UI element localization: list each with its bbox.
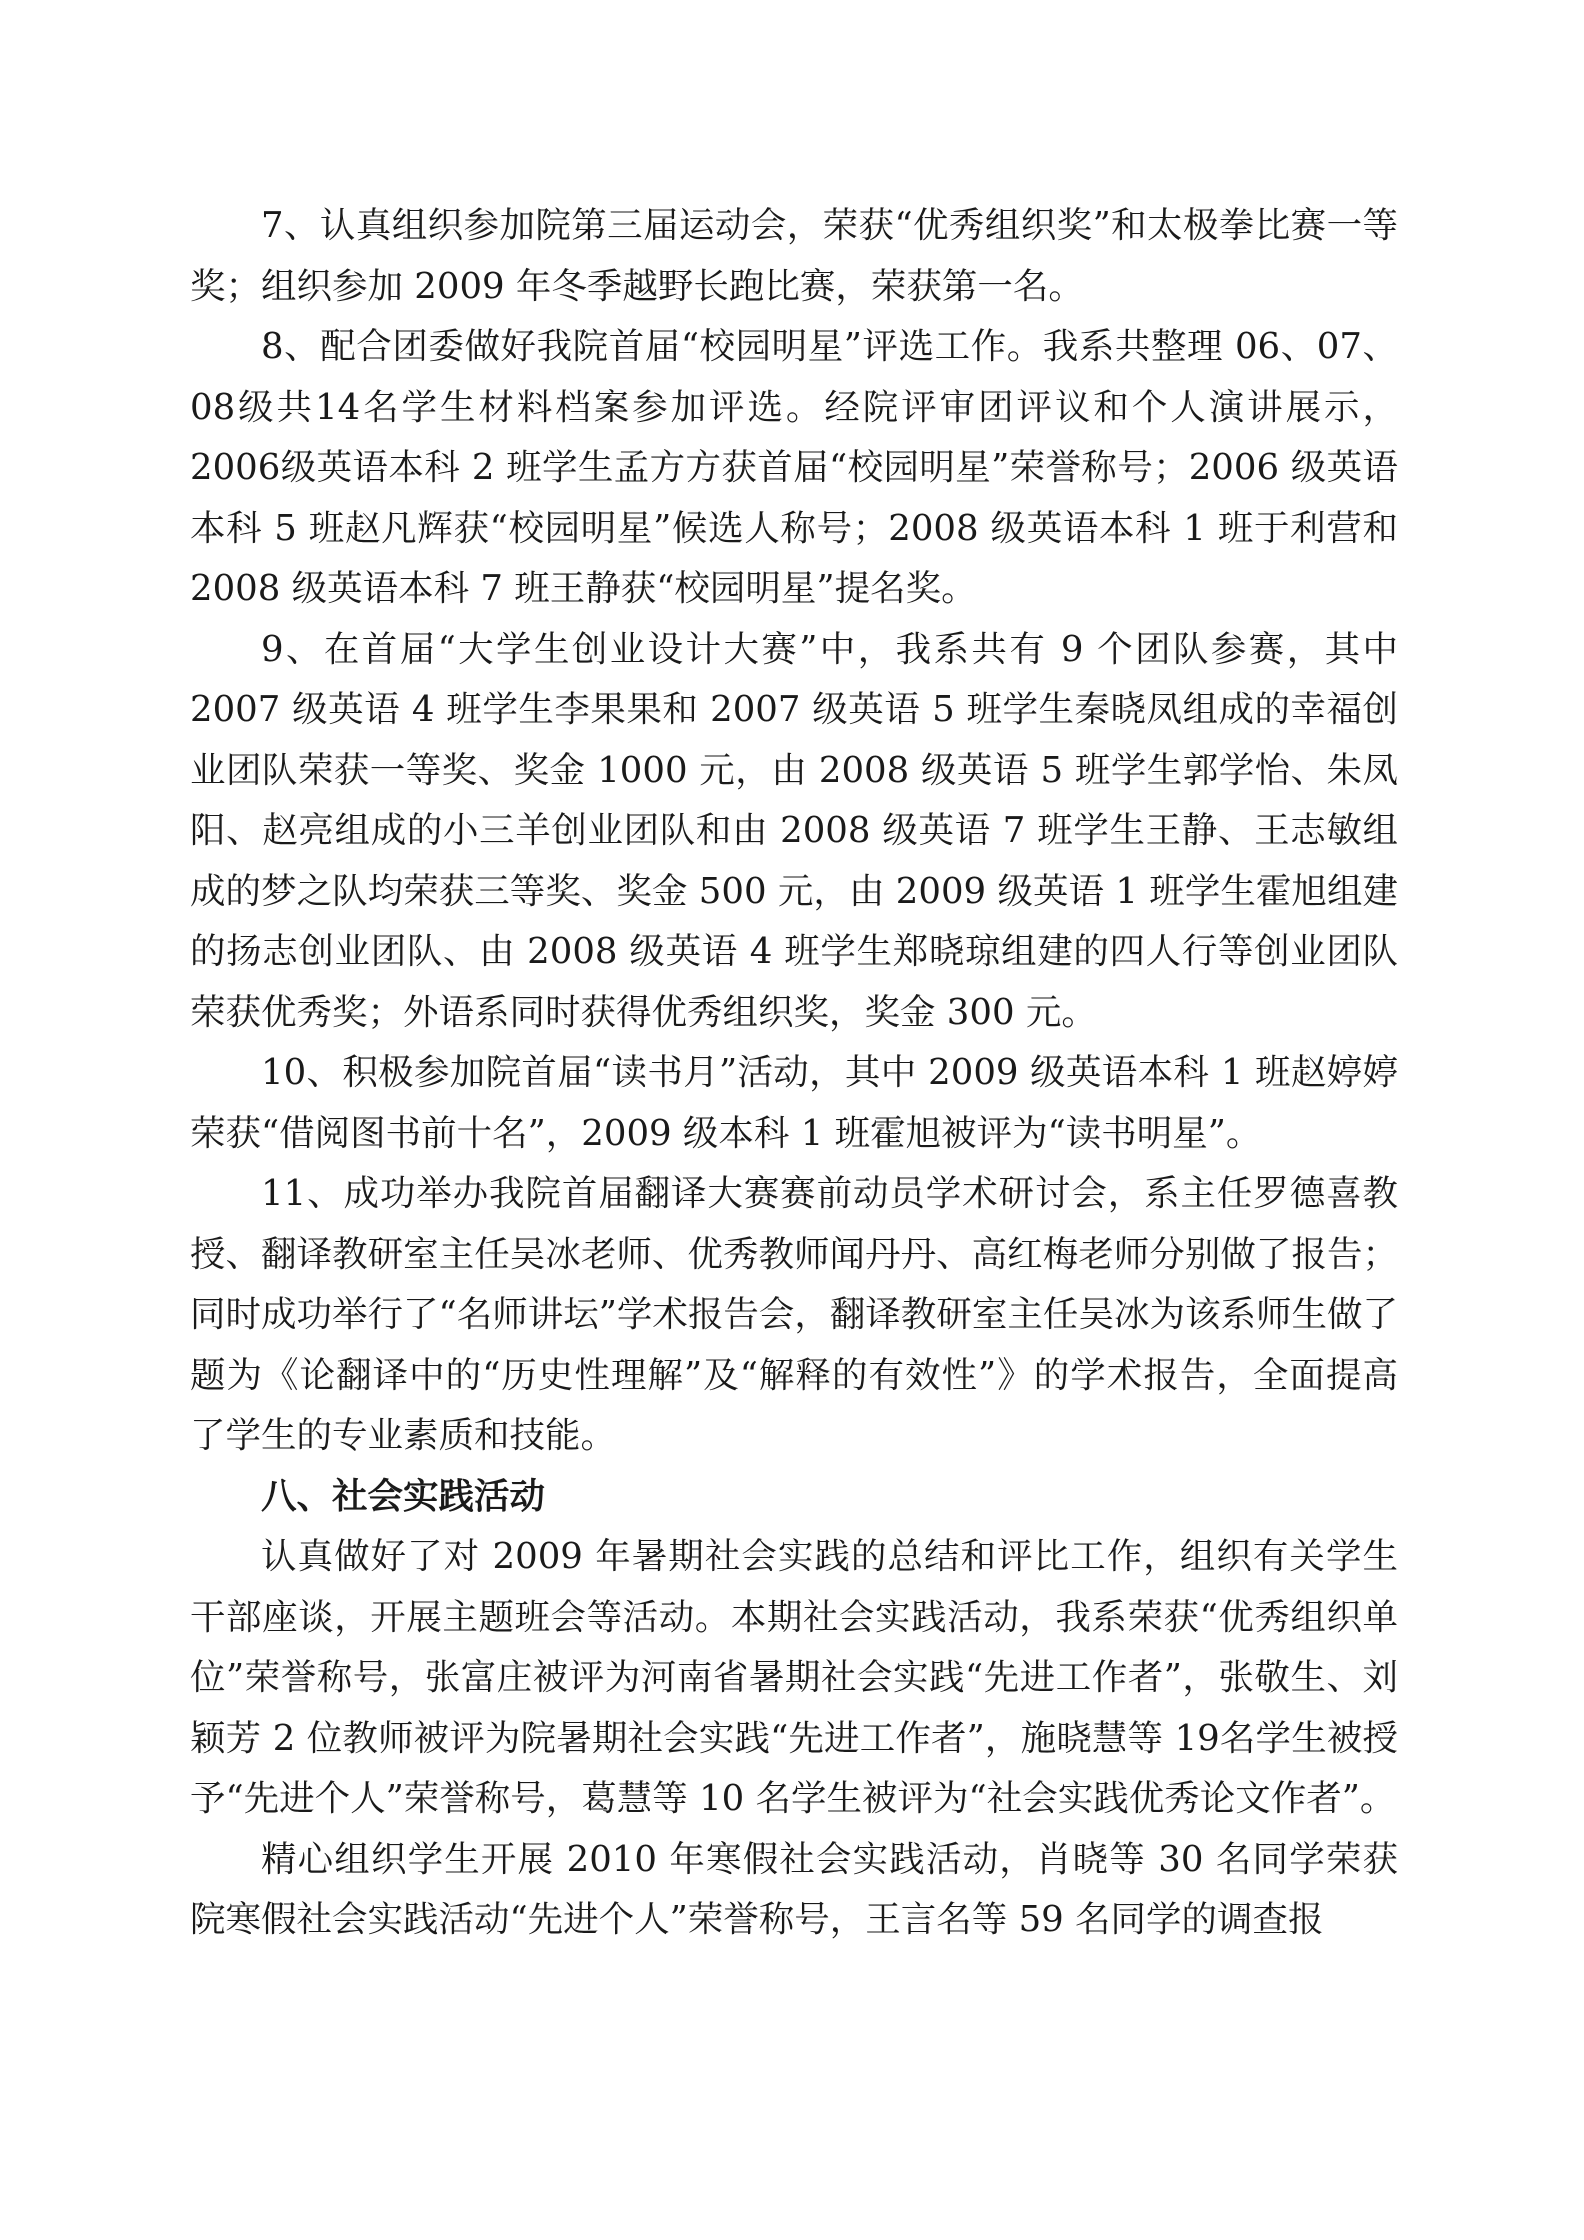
paragraph-item-11: 11、成功举办我院首届翻译大赛赛前动员学术研讨会，系主任罗德喜教授、翻译教研室主任吴冰老师、优秀教师闻丹丹、高红梅老师分别做了报告；同时成功举行了“名师讲坛”学术报告会，翻译教研室主任吴冰为该系师生做了题为《论翻译中的“历史性理解”及“解释的有效性”》的学术报告，全面提高了学生的专业素质和技能。 bbox=[190, 1173, 1398, 1456]
section-heading: 八、社会实践活动 bbox=[261, 1475, 546, 1517]
document-body bbox=[190, 196, 1398, 1951]
section-paragraph-winter: 精心组织学生开展 2010 年寒假社会实践活动，肖晓等 30 名同学荣获院寒假社会实践活动“先进个人”荣誉称号，王言名等 59 名同学的调查报 bbox=[190, 1838, 1398, 1940]
paragraph-item-8: 8、配合团委做好我院首届“校园明星”评选工作。我系共整理 06、07、08级共14名学生材料档案参加评选。经院评审团评议和个人演讲展示，2006级英语本科 2 班学生孟方方获首届“校园明星”荣誉称号；2006 级英语本科 5 班赵凡辉获“校园明星”候选人称号；2008 级英语本科 1 班于利营和2008 级英语本科 7 班王静获“校园明星”提名奖。 bbox=[190, 326, 1398, 609]
paragraph-item-9: 9、在首届“大学生创业设计大赛”中，我系共有 9 个团队参赛，其中2007 级英语 4 班学生李果果和 2007 级英语 5 班学生秦晓凤组成的幸福创业团队荣获一等奖、奖金 1000 元，由 2008 级英语 5 班学生郭学怡、朱凤阳、赵亮组成的小三羊创业团队和由 2008 级英语 7 班学生王静、王志敏组成的梦之队均荣获三等奖、奖金 500 元，由 2009 级英语 1 班学生霍旭组建的扬志创业团队、由 2008 级英语 4 班学生郑晓琼组建的四人行等创业团队荣获优秀奖；外语系同时获得优秀组织奖，奖金 300 元。 bbox=[190, 628, 1398, 1033]
paragraph-item-10: 10、积极参加院首届“读书月”活动，其中 2009 级英语本科 1 班赵婷婷荣获“借阅图书前十名”，2009 级本科 1 班霍旭被评为“读书明星”。 bbox=[190, 1052, 1398, 1154]
section-paragraph-summer: 认真做好了对 2009 年暑期社会实践的总结和评比工作，组织有关学生干部座谈，开展主题班会等活动。本期社会实践活动，我系荣获“优秀组织单位”荣誉称号，张富庄被评为河南省暑期社会实践“先进工作者”，张敬生、刘颖芳 2 位教师被评为院暑期社会实践“先进工作者”，施晓慧等 19名学生被授予“先进个人”荣誉称号，葛慧等 10 名学生被评为“社会实践优秀论文作者”。 bbox=[190, 1536, 1398, 1819]
paragraph-item-7: 7、认真组织参加院第三届运动会，荣获“优秀组织奖”和太极拳比赛一等奖；组织参加 2009 年冬季越野长跑比赛，荣获第一名。 bbox=[190, 205, 1398, 307]
